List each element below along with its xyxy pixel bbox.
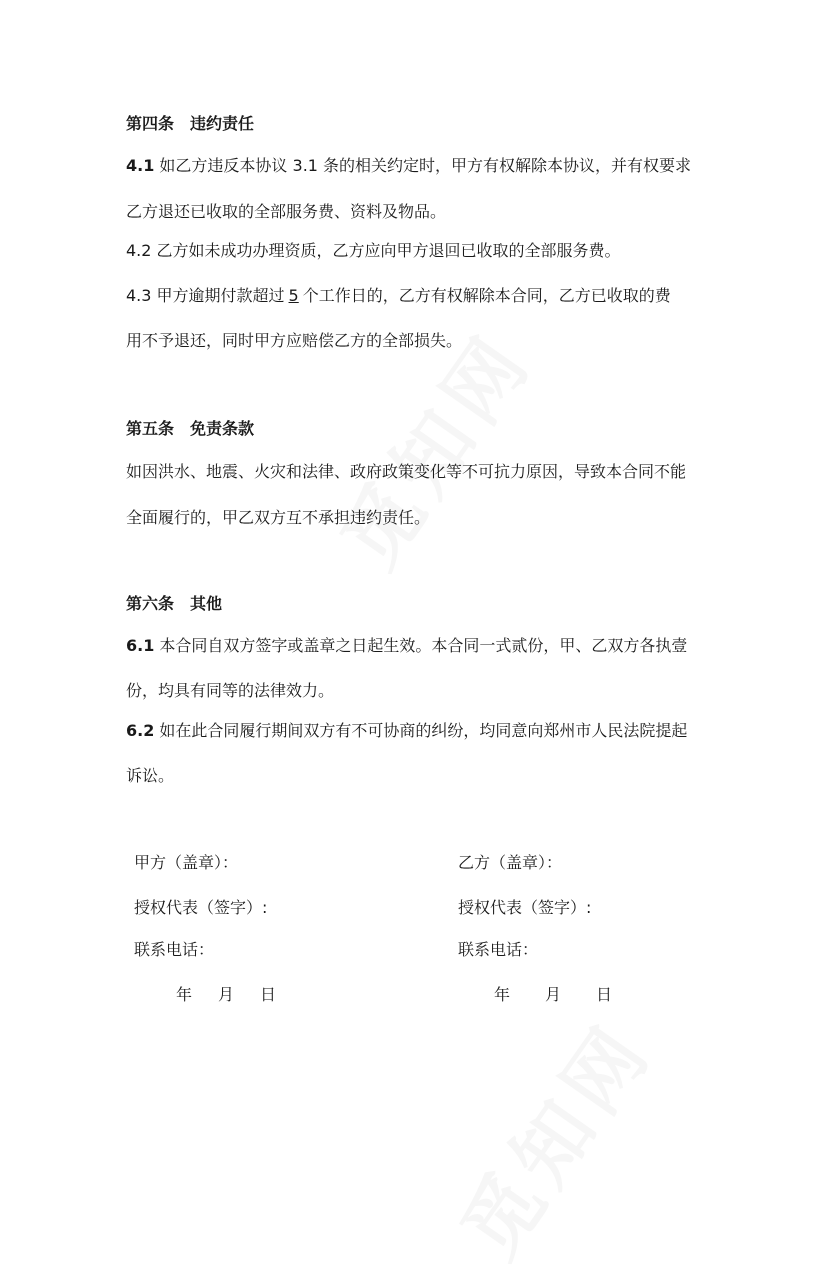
clause-4-3-line2: 用不予退还，同时甲方应赔偿乙方的全部损失。: [126, 331, 463, 350]
party-b-rep-label: 授权代表（签字）:: [458, 898, 592, 917]
year-label: 年: [176, 985, 193, 1004]
clause-text: 如在此合同履行期间双方有不可协商的纠纷，均同意向郑州市人民法院提起: [154, 721, 688, 740]
clause-text: 个工作日的，乙方有权解除本合同，乙方已收取的费: [302, 286, 671, 305]
clause-4-1-line2: 乙方退还已收取的全部服务费、资料及物品。: [126, 202, 447, 221]
party-b-phone-label: 联系电话：: [458, 940, 539, 959]
day-label: 日: [260, 985, 277, 1004]
article6-heading: 第六条 其他: [126, 594, 223, 613]
party-b-seal-label: 乙方（盖章）：: [458, 853, 563, 872]
article4-heading: 第四条 违约责任: [126, 114, 255, 133]
clause-text: 4.3 甲方逾期付款超过: [126, 286, 285, 305]
clause-4-2: 4.2 乙方如未成功办理资质，乙方应向甲方退回已收取的全部服务费。: [126, 241, 621, 260]
month-label: 月: [545, 985, 562, 1004]
clause-text: 如乙方违反本协议 3.1 条的相关约定时，甲方有权解除本协议，并有权要求: [154, 156, 692, 175]
clause-6-2-line2: 诉讼。: [126, 766, 175, 785]
watermark: [430, 996, 673, 1276]
clause-number: 6.1: [126, 636, 155, 655]
clause-6-1-line1: [126, 635, 687, 657]
month-label: 月: [218, 985, 235, 1004]
party-a-rep-label: 授权代表（签字）:: [134, 898, 268, 917]
party-a-seal-label: 甲方（盖章）：: [134, 853, 239, 872]
party-b-date: [494, 984, 612, 1006]
clause-number: 4.1: [126, 156, 155, 175]
overdue-days-value: 5: [288, 286, 299, 305]
clause-6-2-line1: [126, 720, 687, 742]
article5-heading: 第五条 免责条款: [126, 419, 255, 438]
clause-6-1-line2: 份，均具有同等的法律效力。: [126, 681, 335, 700]
article5-line2: 全面履行的，甲乙双方互不承担违约责任。: [126, 508, 431, 527]
party-a-date: [176, 984, 276, 1006]
year-label: 年: [494, 985, 511, 1004]
party-a-phone-label: 联系电话：: [134, 940, 215, 959]
clause-4-3-line1: [126, 285, 671, 307]
day-label: 日: [596, 985, 613, 1004]
clause-number: 6.2: [126, 721, 155, 740]
article5-line1: 如因洪水、地震、火灾和法律、政府政策变化等不可抗力原因，导致本合同不能: [126, 462, 687, 481]
clause-text: 本合同自双方签字或盖章之日起生效。本合同一式贰份，甲、乙双方各执壹: [154, 636, 688, 655]
clause-4-1-line1: [126, 155, 691, 177]
